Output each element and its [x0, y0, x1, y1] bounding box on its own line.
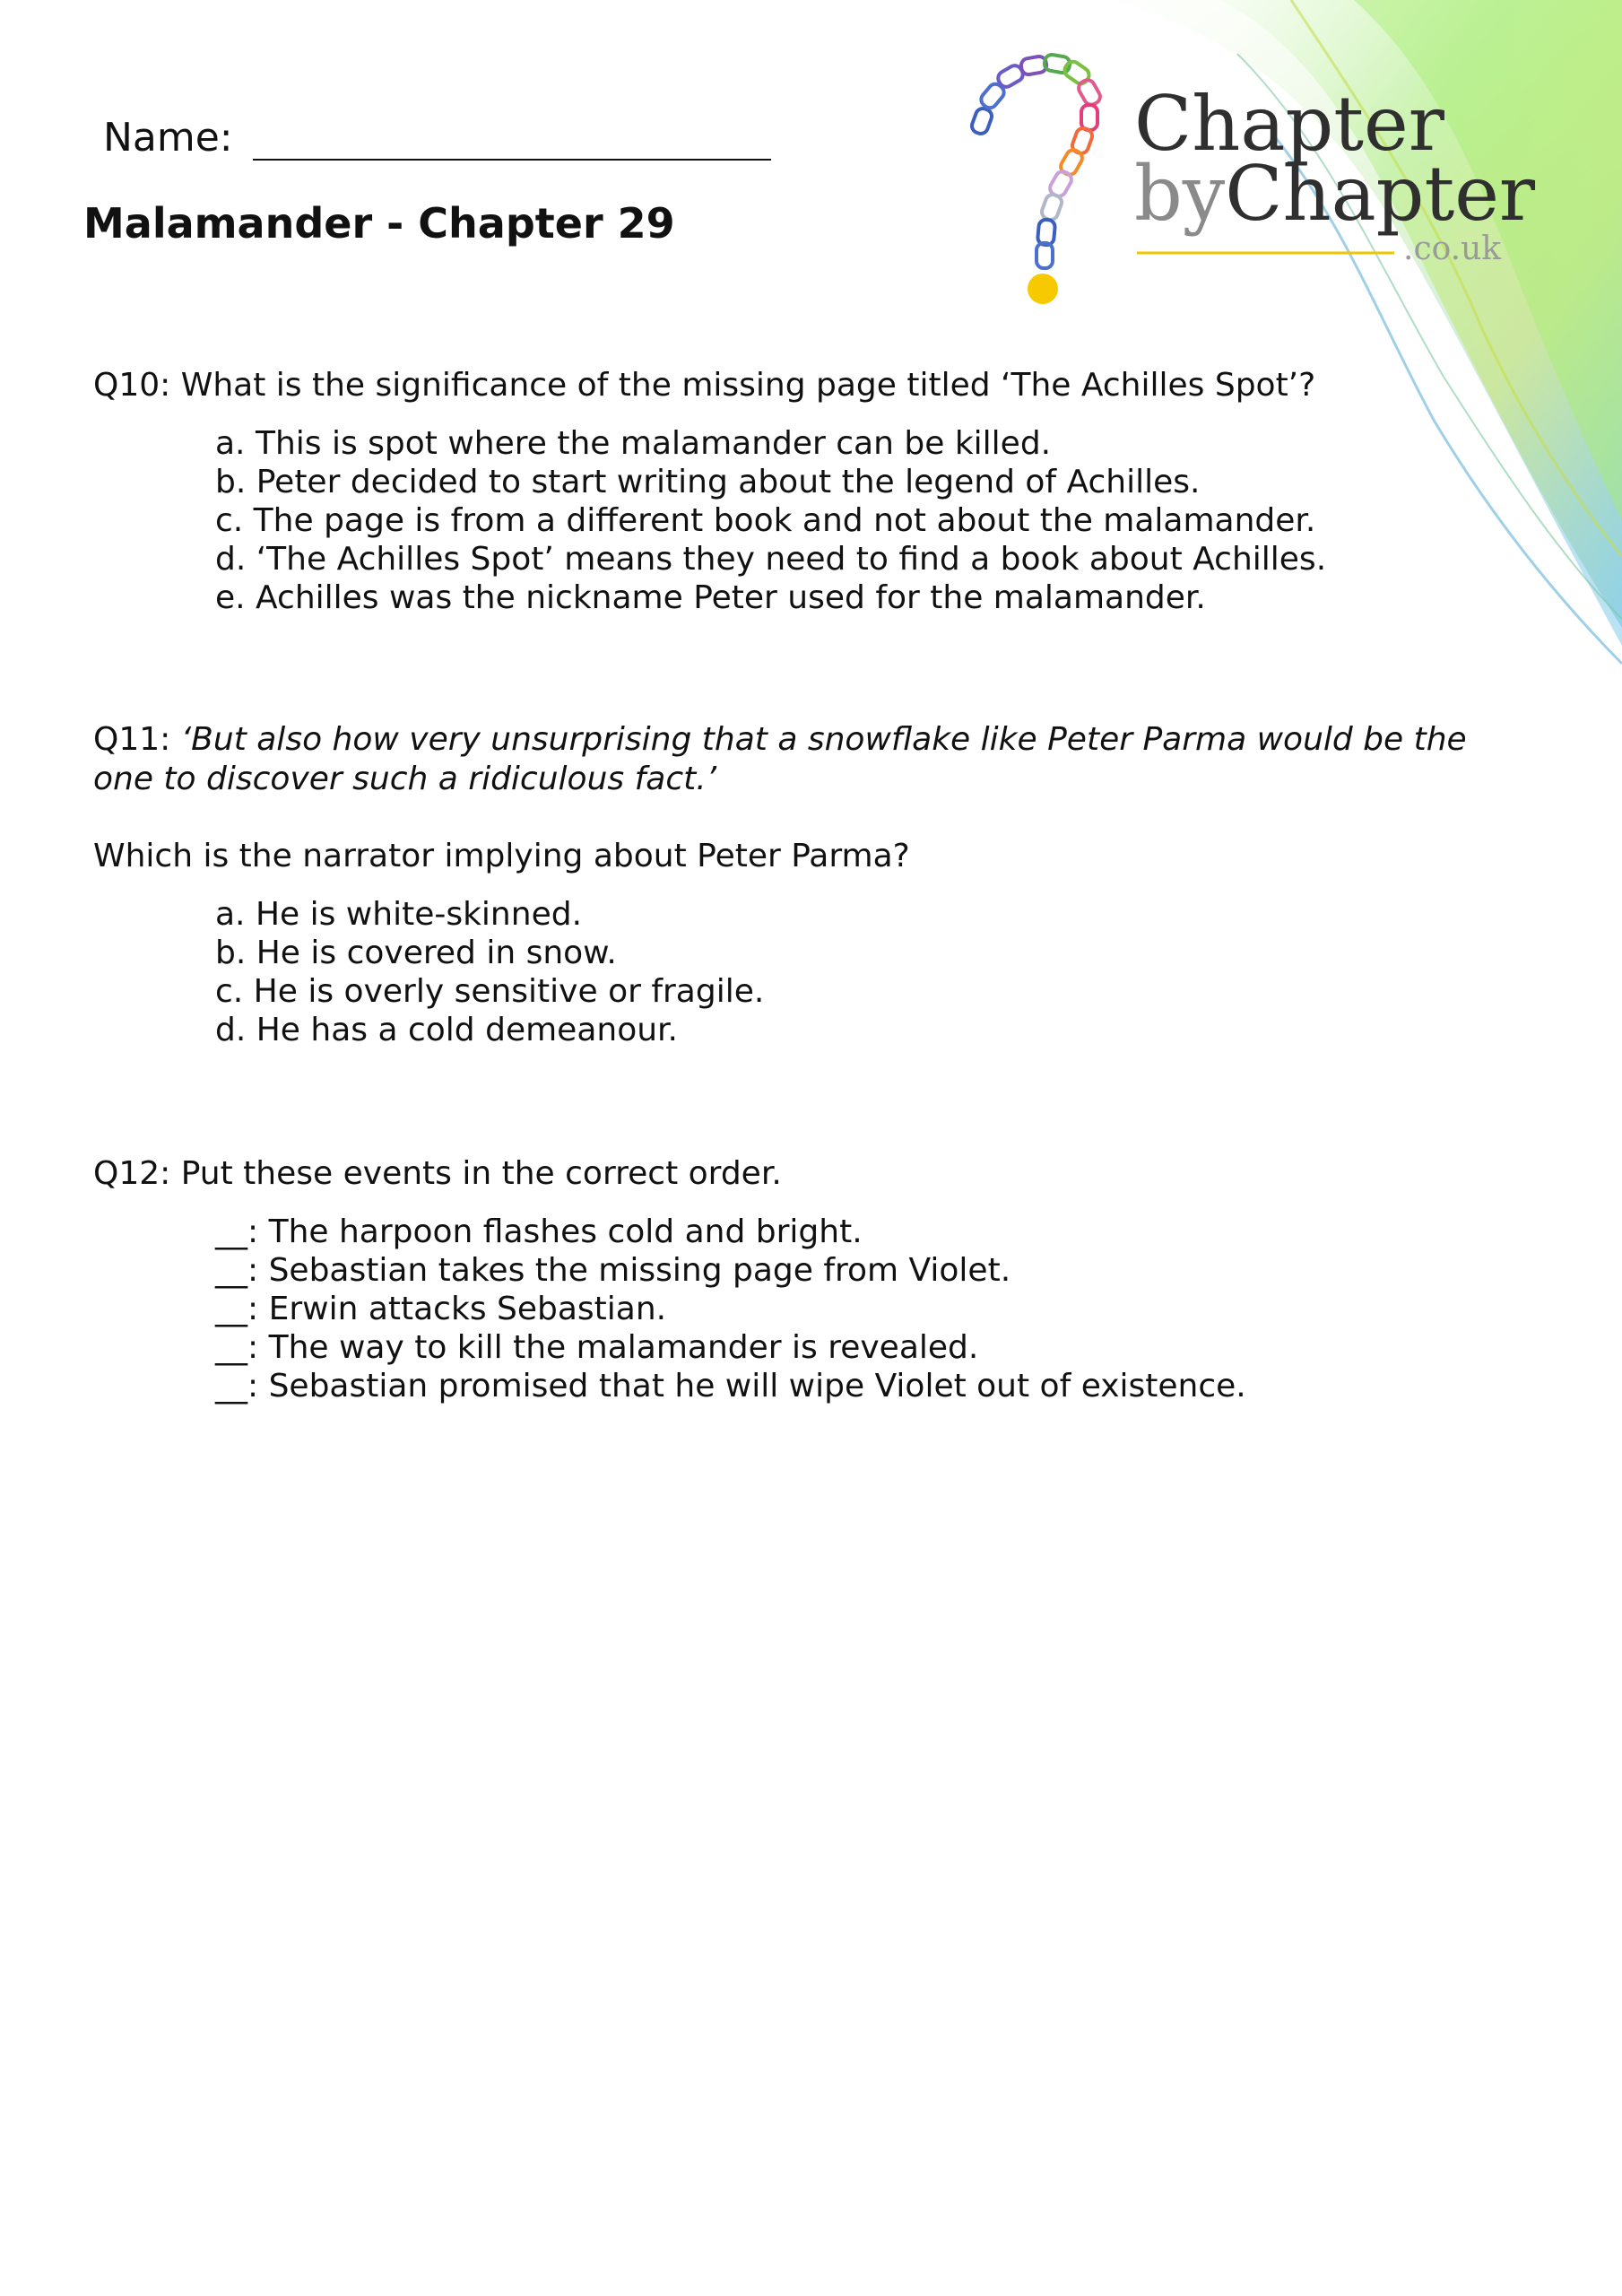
question-11-prompt: Which is the narrator implying about Peter Parma?	[93, 838, 910, 874]
event-item[interactable]: __: Sebastian takes the missing page from Violet.	[215, 1252, 1011, 1289]
question-12	[93, 1154, 782, 1194]
question-label: Q11:	[93, 721, 171, 758]
event-item[interactable]: __: Erwin attacks Sebastian.	[215, 1291, 667, 1327]
question-quote-line2: one to discover such a ridiculous fact.’	[93, 761, 717, 797]
question-11-options	[215, 895, 764, 1049]
question-12-events	[215, 1213, 1246, 1405]
question-label: Q12:	[93, 1155, 171, 1192]
option-item[interactable]: c. The page is from a different book and not about the malamander.	[215, 502, 1316, 539]
svg-text:byChapter	[1134, 150, 1536, 238]
option-item[interactable]: b. Peter decided to start writing about the legend of Achilles.	[215, 464, 1201, 500]
name-label: Name:	[103, 115, 233, 161]
book-icon	[1076, 77, 1103, 107]
book-question-mark-icon	[970, 54, 1103, 268]
question-10-options	[215, 424, 1326, 617]
book-icon	[1037, 243, 1053, 268]
book-icon	[970, 107, 993, 135]
chapter-by-chapter-logo	[964, 49, 1574, 309]
question-11	[93, 720, 1467, 799]
option-item[interactable]: d. He has a cold demeanour.	[215, 1012, 678, 1048]
option-item[interactable]: d. ‘The Achilles Spot’ means they need to find a book about Achilles.	[215, 541, 1327, 578]
book-icon	[1062, 59, 1091, 87]
logo-by: by	[1134, 150, 1226, 238]
name-field-row	[103, 115, 771, 161]
logo-line1: Chapter	[1134, 80, 1444, 168]
option-item[interactable]: c. He is overly sensitive or fragile.	[215, 973, 765, 1010]
logo-domain: .co.uk	[1403, 230, 1502, 267]
question-label: Q10:	[93, 367, 171, 404]
option-item[interactable]: e. Achilles was the nickname Peter used for the malamander.	[215, 579, 1206, 616]
book-icon	[1081, 105, 1097, 130]
page-title: Malamander - Chapter 29	[83, 199, 675, 248]
question-text: Put these events in the correct order.	[180, 1155, 782, 1192]
event-item[interactable]: __: The way to kill the malamander is revealed.	[215, 1329, 979, 1366]
event-item[interactable]: __: The harpoon flashes cold and bright.	[215, 1213, 863, 1250]
question-dot-icon	[1028, 274, 1058, 304]
event-item[interactable]: __: Sebastian promised that he will wipe Violet out of existence.	[215, 1368, 1246, 1405]
logo-line2: Chapter	[1225, 150, 1536, 238]
option-item[interactable]: b. He is covered in snow.	[215, 935, 617, 971]
question-text: What is the significance of the missing page titled ‘The Achilles Spot’?	[180, 367, 1316, 404]
question-10	[93, 366, 1315, 405]
question-quote-line1: ‘But also how very unsurprising that a snowflake like Peter Parma would be the	[180, 721, 1467, 758]
option-item[interactable]: a. This is spot where the malamander can be killed.	[215, 425, 1052, 462]
book-icon	[1040, 193, 1063, 222]
option-item[interactable]: a. He is white-skinned.	[215, 896, 583, 933]
name-input-line[interactable]	[253, 123, 771, 161]
